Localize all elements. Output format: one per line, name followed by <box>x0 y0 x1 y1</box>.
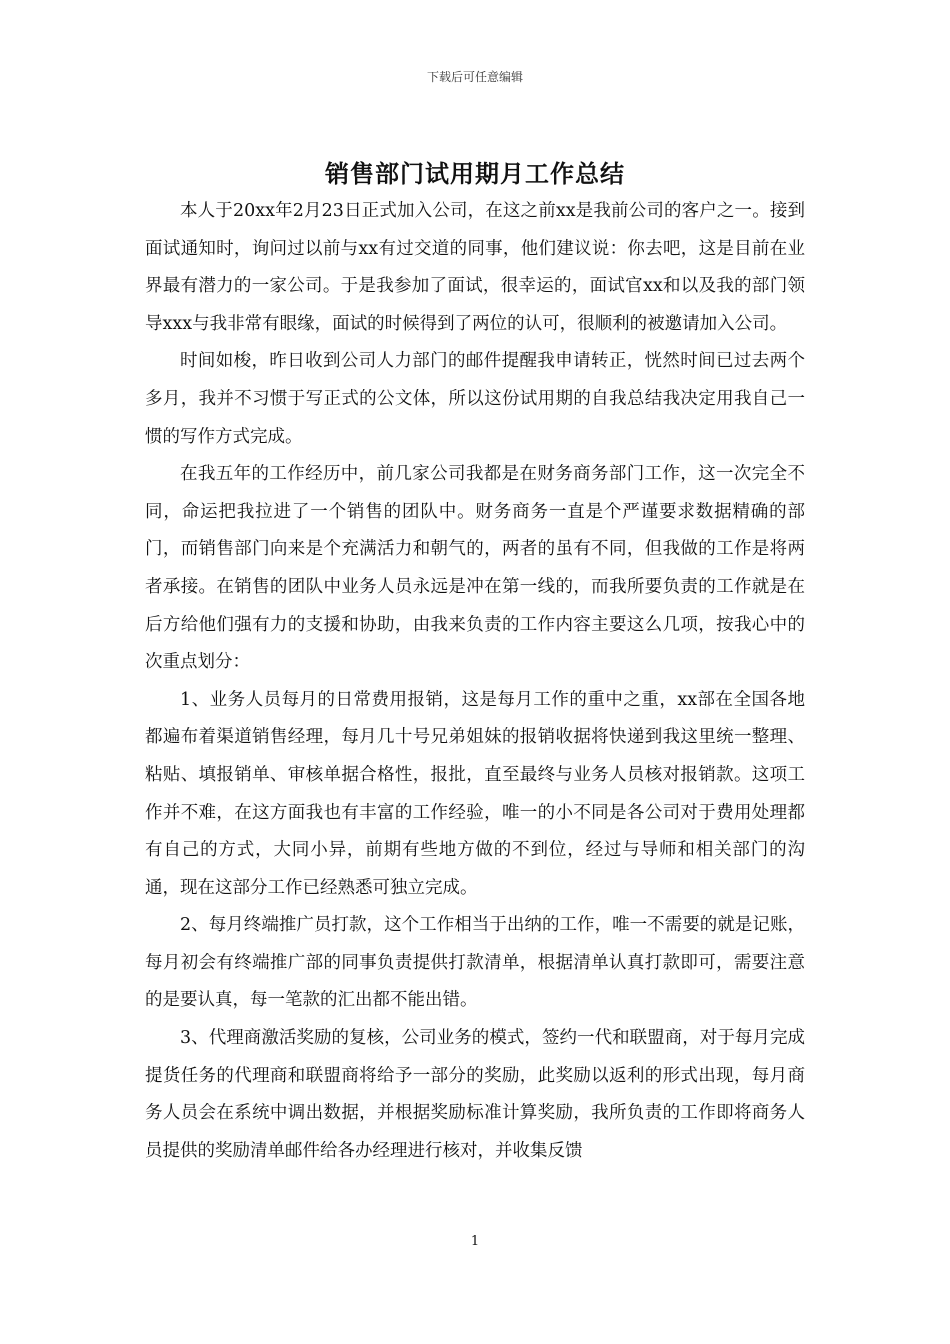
document-body <box>145 193 805 1170</box>
page-number: 1 <box>470 1234 480 1249</box>
paragraph: 3、代理商激活奖励的复核，公司业务的模式，签约一代和联盟商，对于每月完成提货任务的代理商和联盟商将给予一部分的奖励，此奖励以返利的形式出现，每月商务人员会在系统中调出数据，并根据奖励标准计算奖励，我所负责的工作即将商务人员提供的奖励清单邮件给各办经理进行核对，并收集反馈 <box>145 1028 805 1161</box>
document-title: 销售部门试用期月工作总结 <box>325 159 625 188</box>
paragraph: 时间如梭，昨日收到公司人力部门的邮件提醒我申请转正，恍然时间已过去两个多月，我并不习惯于写正式的公文体，所以这份试用期的自我总结我决定用我自己一惯的写作方式完成。 <box>145 351 805 447</box>
paragraph: 本人于20xx年2月23日正式加入公司，在这之前xx是我前公司的客户之一。接到面试通知时，询问过以前与xx有过交道的同事，他们建议说：你去吧，这是目前在业界最有潜力的一家公司。于是我参加了面试，很幸运的，面试官xx和以及我的部门领导xxx与我非常有眼缘，面试的时候得到了两位的认可，很顺利的被邀请加入公司。 <box>145 201 805 334</box>
page-header: 下载后可任意编辑 <box>426 70 523 84</box>
paragraph: 1、业务人员每月的日常费用报销，这是每月工作的重中之重，xx部在全国各地都遍布着渠道销售经理，每月几十号兄弟姐妹的报销收据将快递到我这里统一整理、粘贴、填报销单、审核单据合格性，报批，直至最终与业务人员核对报销款。这项工作并不难，在这方面我也有丰富的工作经验，唯一的小不同是各公司对于费用处理都有自己的方式，大同小异，前期有些地方做的不到位，经过与导师和相关部门的沟通，现在这部分工作已经熟悉可独立完成。 <box>145 689 805 898</box>
paragraph: 2、每月终端推广员打款，这个工作相当于出纳的工作，唯一不需要的就是记账，每月初会有终端推广部的同事负责提供打款清单，根据清单认真打款即可，需要注意的是要认真，每一笔款的汇出都不能出错。 <box>145 915 805 1011</box>
paragraph: 在我五年的工作经历中，前几家公司我都是在财务商务部门工作，这一次完全不同，命运把我拉进了一个销售的团队中。财务商务一直是个严谨要求数据精确的部门，而销售部门向来是个充满活力和朝气的，两者的虽有不同，但我做的工作是将两者承接。在销售的团队中业务人员永远是冲在第一线的，而我所要负责的工作就是在后方给他们强有力的支援和协助，由我来负责的工作内容主要这么几项，按我心中的次重点划分： <box>145 464 805 673</box>
